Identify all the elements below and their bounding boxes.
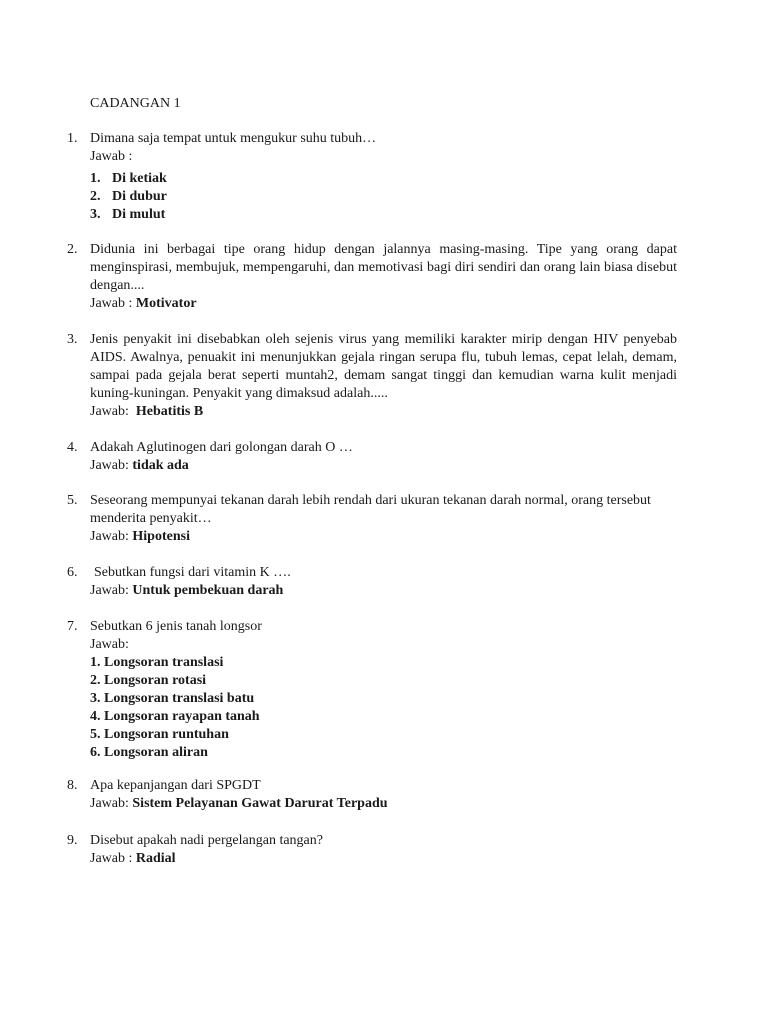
question-7 [67,618,677,762]
list-item: 5. Longsoran runtuhan [90,727,229,742]
question-9 [67,832,677,868]
answer-label: Jawab : [90,851,133,866]
answer-label: Jawab: [90,404,129,419]
question-text: Adakah Aglutinogen dari golongan darah O … [90,440,353,455]
list-item: 1. Di ketiak [90,171,167,186]
question-5 [67,492,677,546]
list-item: 3. Longsoran translasi batu [90,691,255,706]
answer-label: Jawab: [90,458,129,473]
answer-text: Sistem Pelayanan Gawat Darurat Terpadu [132,796,388,811]
list-item: 1. Longsoran translasi [90,655,224,670]
answer-line [90,457,677,475]
question-number: 9. [67,833,78,848]
answer-label: Jawab: [90,583,129,598]
question-text: Seseorang mempunyai tekanan darah lebih rendah dari ukuran tekanan darah normal, orang tersebut menderita penyakit… [90,493,651,526]
answer-label: Jawab: [90,637,129,652]
answer-text: tidak ada [132,458,189,473]
answer-text: Untuk pembekuan darah [132,583,284,598]
question-number: 8. [67,778,78,793]
question-number: 5. [67,493,78,508]
question-number: 6. [67,565,78,580]
question-number: 2. [67,242,78,257]
answer-label: Jawab: [90,529,129,544]
question-text: Disebut apakah nadi pergelangan tangan? [90,833,323,848]
question-4 [67,439,677,475]
question-text: Jenis penyakit ini disebabkan oleh sejenis virus yang memiliki karakter mirip dengan HIV penyebab AIDS. Awalnya, penuakit ini menunjukkan gejala ringan serupa flu, tubuh lemas, cepat lelah, demam, sampai pada gejala berat seperti muntah2, demam sangat tinggi dan kemudian warna kulit menjadi kuning-kuningan. Penyakit yang dimaksud adalah..... [90,332,677,401]
question-text: Dimana saja tempat untuk mengukur suhu tubuh… [90,131,377,146]
answer-label: Jawab : [90,296,133,311]
document-title: CADANGAN 1 [90,96,181,111]
question-6 [67,564,677,600]
list-item: 3. Di mulut [90,207,166,222]
question-text: Didunia ini berbagai tipe orang hidup dengan jalannya masing-masing. Tipe yang orang dapat menginspirasi, membujuk, mempengaruhi, dan memotivasi bagi diri sendiri dan orang lain biasa disebut dengan.... [90,242,677,293]
answer-text: Radial [135,851,176,866]
question-2 [67,241,677,313]
question-1 [67,130,677,224]
question-text: Sebutkan 6 jenis tanah longsor [90,619,262,634]
answer-label: Jawab : [90,149,133,164]
question-number: 4. [67,440,78,455]
question-text: Sebutkan fungsi dari vitamin K …. [94,565,291,580]
answer-text: Hipotensi [132,529,190,544]
answer-text: Hebatitis B [135,404,204,419]
answer-line [90,295,677,313]
list-item: 2. Longsoran rotasi [90,673,207,688]
answer-line [90,403,677,421]
list-item: 2. Di dubur [90,189,167,204]
question-number: 1. [67,131,78,146]
answer-text: Motivator [135,296,197,311]
answer-line [90,795,677,813]
answer-label: Jawab: [90,796,129,811]
list-item: 6. Longsoran aliran [90,745,208,760]
question-3 [67,331,677,421]
question-8 [67,777,677,813]
list-item: 4. Longsoran rayapan tanah [90,709,260,724]
answer-list [90,170,677,224]
question-number: 7. [67,619,78,634]
question-number: 3. [67,332,78,347]
answer-line [90,582,677,600]
answer-line [90,528,677,546]
answer-list [90,654,677,762]
question-text: Apa kepanjangan dari SPGDT [90,778,261,793]
answer-line [90,850,677,868]
